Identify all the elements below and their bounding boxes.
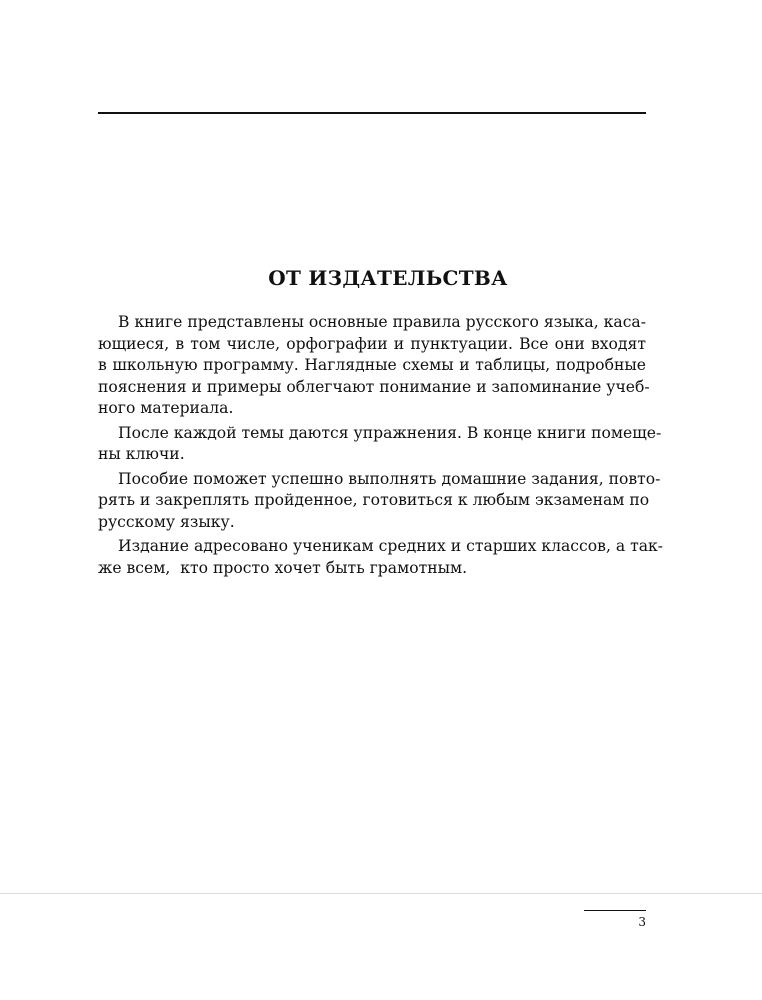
text-line: ного материала. — [98, 399, 234, 417]
text-line: рять и закреплять пройденное, готовиться к любым экзаменам по — [98, 491, 650, 509]
text-line: русскому языку. — [98, 512, 235, 531]
text-line: в школьную программу. Наглядные схемы и таблицы, подробные — [98, 356, 646, 374]
text-line: Пособие поможет успешно выполнять домашние задания, повто- — [118, 469, 661, 488]
page-number: 3 — [638, 915, 646, 929]
text-line: В книге представлены основные правила русского языка, каса- — [118, 313, 646, 331]
text-line: ны ключи. — [98, 445, 185, 463]
text-line: После каждой темы даются упражнения. В конце книги помеще- — [118, 423, 662, 442]
paragraph-4 — [98, 536, 664, 579]
text-line: Издание адресовано ученикам средних и старших классов, а так- — [118, 537, 664, 555]
page-title: ОТ ИЗДАТЕЛЬСТВА — [268, 266, 508, 290]
page-divider — [0, 893, 762, 894]
text-line: пояснения и примеры облегчают понимание и запоминание учеб- — [98, 377, 650, 396]
paragraph-3 — [98, 469, 661, 534]
text-line: ющиеся, в том числе, орфографии и пунктуации. Все они входят — [98, 334, 646, 353]
header-rule — [98, 112, 646, 114]
body-text — [98, 312, 664, 582]
paragraph-2 — [98, 423, 662, 466]
footer-rule — [584, 910, 646, 911]
paragraph-1 — [98, 312, 650, 420]
text-line: же всем, кто просто хочет быть грамотным. — [98, 558, 468, 577]
